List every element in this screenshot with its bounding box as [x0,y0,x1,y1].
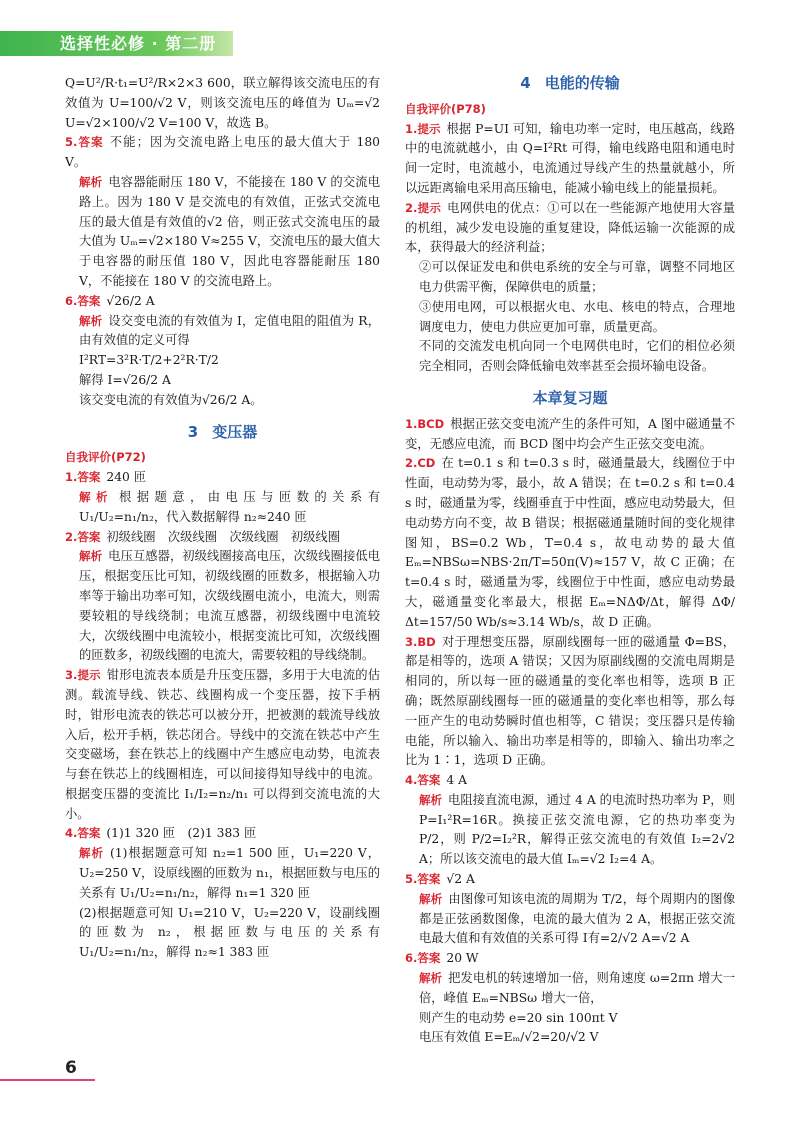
hint-text: 不同的交流发电机向同一个电网供电时，它们的相位必须完全相同，否则会降低输电效率甚至会损坏输电设备。 [419,339,735,374]
section-name: 变压器 [212,422,258,441]
analysis-r4 [405,791,735,870]
analysis-text: (1)根据题意可知 n₂=1 500 匝，U₁=220 V，U₂=250 V，设原线圈的匝数为 n₁，根据匝数与电压的关系有 U₁/U₂=n₁/n₂，解得 n₁=1 320 匝 [79,846,380,900]
analysis-label: 解析 [79,489,113,504]
page-number: 6 [65,1058,77,1078]
hint-3 [65,666,380,824]
analysis-text: 则产生的电动势 e=20 sin 100πt V [419,1010,618,1025]
analysis-label: 解析 [419,792,443,807]
self-eval-heading: 自我评价(P72) [65,450,146,465]
answer-text: 4 A [446,773,467,788]
section-title-4 [405,74,735,94]
answer-label: 5.答案 [65,135,104,150]
analysis-text: 电阻接直流电源，通过 4 A 的电流时热功率为 P，则 P=I₁²R=16R。换接正弦交流电源，它的热功率变为 P/2，则 P/2=I₂²R，解得正弦交流电的有效值 I₂=2√2 A；所以该交流电的最大值 Iₘ=√2 I₂=4 A。 [419,792,736,867]
answer-label: 4.答案 [65,826,101,841]
equation: I²RT=3²R·T/2+2²R·T/2 [79,353,219,368]
answer-text: 240 匝 [106,470,147,485]
review-label: 2.CD [405,456,436,471]
answer-label: 1.答案 [65,470,101,485]
conclusion: 该交变电流的有效值为√26/2 A。 [79,392,263,407]
analysis-4b: (2)根据题意可知 U₁=210 V，U₂=220 V，设副线圈的匝数为 n₂，根据匝数与电压的关系有 U₁/U₂=n₁/n₂，解得 n₂≈1 383 匝 [79,905,380,960]
page-header [0,0,233,56]
analysis-label: 解析 [79,174,103,189]
review-text: 对于理想变压器，原副线圈每一匝的磁通量 Φ=BS，都是相等的，选项 A 错误；又因为原副线圈的交流电周期是相同的，所以每一匝的磁通量的变化率也相等，选项 B 正确；既然原副线圈每一匝的磁通量的变化率也相等，那么每一匝产生的电动势瞬时值也相等，C 错误；变压器只是传输电能，所以输入、输出功率是相等的，即输入、输出功率之比为 1∶1，选项 D 正确。 [405,634,735,768]
review-label: 3.BD [405,634,436,649]
answer-text: (1)1 320 匝 (2)1 383 匝 [106,826,257,841]
analysis-label: 解析 [79,549,103,564]
hint-label: 1.提示 [405,121,441,136]
hint-text: 钳形电流表本质是升压变压器，多用于大电流的估测。载流导线、铁芯、线圈构成一个变压器，按下手柄时，钳形电流表的铁芯可以被分开，把被测的载流导线放入后，松开手柄，铁芯闭合。导线中的交流在铁芯中产生交变磁场，套在铁芯上的线圈中产生感应电动势，电流表与套在铁芯上的线圈相连，可以间接得知导线中的电流。根据变压器的变流比 I₁/I₂=n₂/n₁ 可以得到交流电流的大小。 [65,668,380,821]
analysis-text: 由图像可知该电流的周期为 T/2，每个周期内的图像都是正弦函数图像，电流的最大值为 2 A，根据正弦交流电最大值和有效值的关系可得 I有=2/√2 A=√2 A [419,891,735,946]
review-text: 根据正弦交变电流产生的条件可知，A 图中磁通量不变，无感应电流，而 BCD 图中均会产生正弦交变电流。 [405,416,735,451]
hint-text: 根据 P=UI 可知，输电功率一定时，电压越高，线路中的电流就越小，由 Q=I²Rt 可得，输电线路电阻和通电时间一定时，电流越小，电流通过导线产生的热量就越小，所以远距离输电采用高压输电，能减小输电线上的能量损耗。 [405,121,735,195]
analysis-text: 设交变电流的有效值为 I，定值电阻的阻值为 R，由有效值的定义可得 [79,313,381,348]
review-title: 本章复习题 [532,388,608,407]
hint-1 [405,120,735,199]
hint-text: ③使用电网，可以根据火电、水电、核电的特点，合理地调度电力，使电力供应更加可靠，质量更高。 [419,299,735,334]
answer-label: 2.答案 [65,529,101,544]
analysis-text: 电压有效值 E=Eₘ/√2=20/√2 V [419,1030,599,1045]
analysis-text: 根据题意，由电压与匝数的关系有 U₁/U₂=n₁/n₂，代入数据解得 n₂≈240 匝 [79,489,380,524]
analysis-text: 电压互感器，初级线圈接高电压，次级线圈接低电压，根据变压比可知，初级线圈的匝数多，根据输入功率等于输出功率可知，次级线圈电流小，电流大，则需要较粗的导线绕制；电流互感器，初级线圈中电流较大，次级线圈中电流较小，根据变流比可知，次级线圈的匝数多，初级线圈的电流大，需要较粗的导线绕制。 [79,549,380,663]
review-5 [405,870,735,890]
section-title-3 [65,423,380,443]
analysis-r5 [405,890,735,949]
review-3 [405,633,735,772]
review-2 [405,454,735,632]
analysis-label: 解析 [79,846,104,861]
right-column [405,74,735,1048]
answer-text: 20 W [446,951,479,966]
answer-text: 初级线圈 次级线圈 次级线圈 初级线圈 [106,529,341,544]
analysis-label: 解析 [419,971,443,986]
analysis-text: 把发电机的转速增加一倍，则角速度 ω=2πn 增大一倍，峰值 Eₘ=NBSω 增大一倍， [419,971,735,1005]
review-label: 1.BCD [405,416,445,431]
answer-label: 5.答案 [405,872,441,887]
review-6 [405,949,735,969]
analysis-label: 解析 [419,891,443,906]
section-number: 3 [187,422,199,441]
answer-text: √2 A [446,872,475,887]
page-footer-rule [0,1079,95,1081]
analysis-1 [65,488,380,528]
paragraph: Q=U²/R·t₁=U²/R×2×3 600，联立解得该交流电压的有效值为 U=100/√2 V，则该交流电压的峰值为 Uₘ=√2 U=√2×100/√2 V=100 V，故选 B。 [65,76,380,130]
header-title: 选择性必修 · 第二册 [60,34,217,53]
hint-text: ②可以保证发电和供电系统的安全与可靠，调整不同地区电力供需平衡，保障供电的质量； [419,260,735,294]
answer-text: √26/2 A [106,293,155,308]
self-eval-heading: 自我评价(P78) [405,101,486,116]
analysis-r6 [405,969,735,1009]
review-1 [405,415,735,455]
analysis-text: 电容器能耐压 180 V，不能接在 180 V 的交流电路上。因为 180 V 是交流电的有效值，正弦式交流电压的最大值是有效值的√2 倍，则正弦式交流电压的最大值为 Uₘ=√2×180 V≈255 V，交流电压的最大值大于电容器的耐压值 180 V，因此电容器能耐压 180 V，不能接在 180 V 的交流电路上。 [79,174,381,288]
answer-2 [65,528,380,548]
review-4 [405,771,735,791]
left-column [65,74,380,963]
analysis-6 [65,312,380,352]
answer-6 [65,292,380,312]
answer-label: 6.答案 [65,293,101,308]
review-text: 在 t=0.1 s 和 t=0.3 s 时，磁通量最大，线圈位于中性面，电动势为零，最小，故 A 错误；在 t=0.2 s 和 t=0.4 s 时，磁通量为零，线圈垂直于中性面，感应电动势最大，但电动势方向不变，故 B 错误；根据磁通量随时间的变化规律图知，BS=0.2 Wb，T=0.4 s，故电动势的最大值 Eₘ=NBSω=NBS·2π/T=50π(V)≈157 V，故 C 正确；在 t=0.4 s 时，磁通量为零，线圈位于中性面，感应电动势最大，磁通量变化率最大，根据 Eₘ=NΔΦ/Δt，解得 ΔΦ/Δt=157/50 Wb/s≈3.14 Wb/s，故 D 正确。 [405,456,735,629]
hint-text: 电网供电的优点：①可以在一些能源产地使用大容量的机组，减少发电设施的重复建设，降低运输一次能源的成本，获得最大的经济利益； [405,200,735,255]
equation: 解得 I=√26/2 A [79,372,171,387]
answer-text: 不能；因为交流电路上电压的最大值大于 180 V。 [65,135,380,170]
answer-5 [65,133,380,173]
section-name: 电能的传输 [544,74,620,92]
section-number: 4 [520,74,531,92]
analysis-2 [65,547,380,666]
hint-2 [405,199,735,258]
hint-label: 3.提示 [65,668,101,683]
answer-4 [65,824,380,844]
answer-label: 6.答案 [405,951,441,966]
hint-label: 2.提示 [405,200,442,215]
answer-label: 4.答案 [405,773,441,788]
analysis-4 [65,844,380,903]
answer-1 [65,468,380,488]
analysis-5 [65,173,380,292]
analysis-label: 解析 [79,313,103,328]
